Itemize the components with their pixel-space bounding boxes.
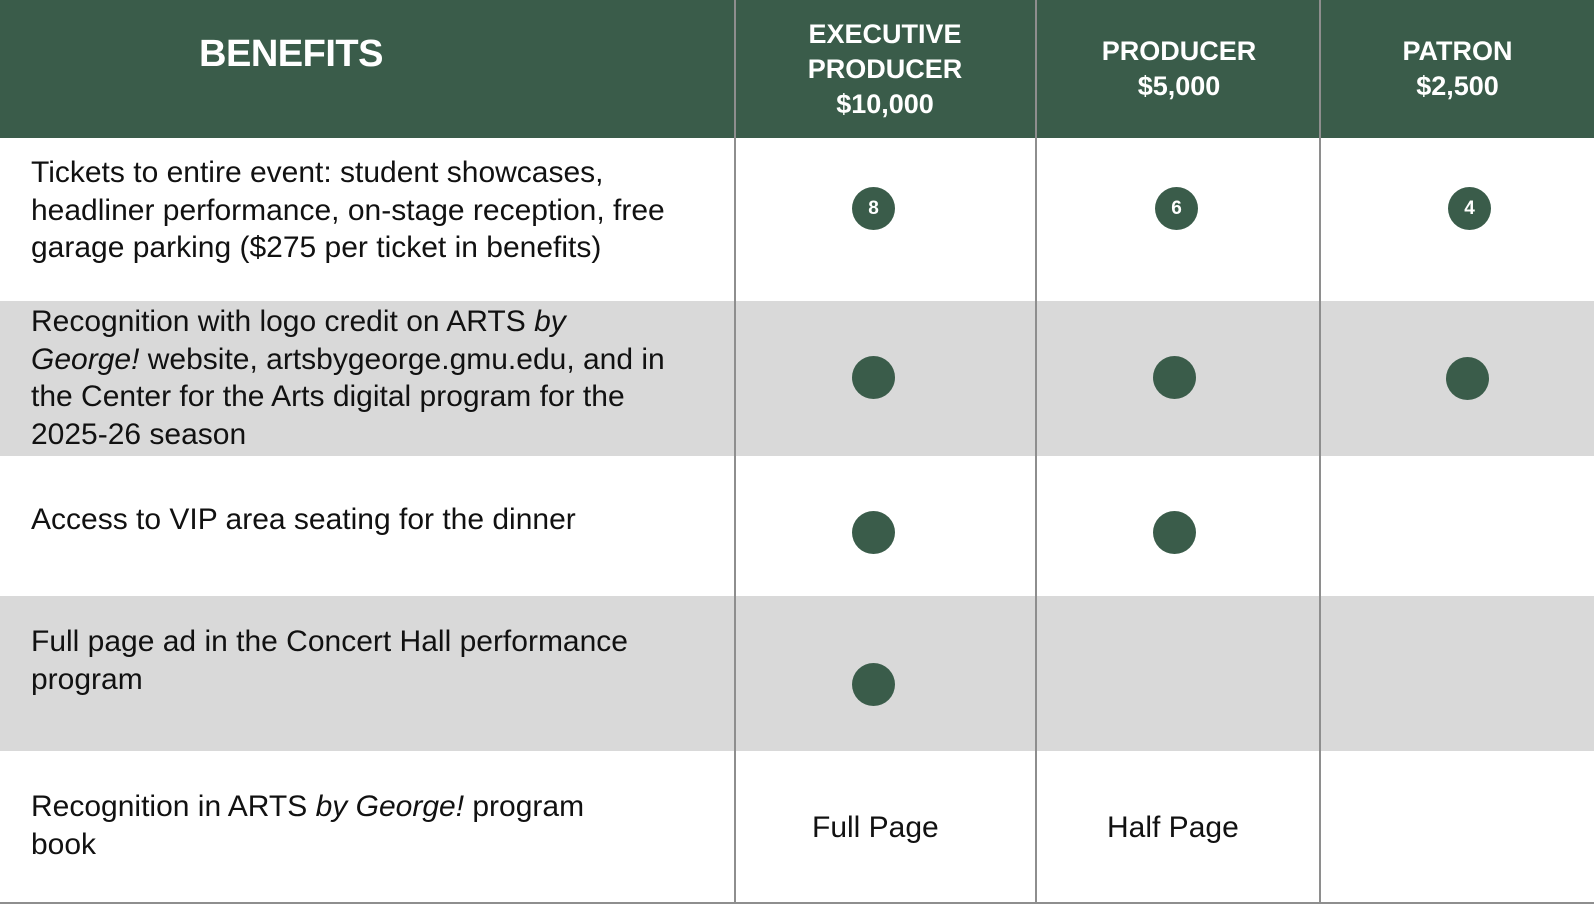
program-book-full-page: Full Page [812,811,939,844]
included-dot-icon [852,356,895,399]
level-name-line2: PRODUCER [807,53,963,84]
column-divider [1319,0,1321,904]
benefit-description: Full page ad in the Concert Hall performance program [31,625,628,696]
header-executive-producer [735,0,1035,138]
included-dot-icon [1153,511,1196,554]
level-name: PRODUCER [1101,36,1257,66]
level-name-line1: EXECUTIVE [808,18,962,49]
level-name: PATRON [1402,36,1513,66]
header-benefits: BENEFITS [199,33,383,75]
level-amount: $10,000 [836,88,934,119]
level-amount: $2,500 [1416,71,1499,101]
included-dot-icon [852,511,895,554]
included-dot-icon [1153,356,1196,399]
table-row-tickets [0,138,1594,301]
column-divider [1035,0,1037,904]
ticket-count-badge: 8 [852,187,895,230]
benefit-description: Recognition in ARTS by George! program book [31,790,585,861]
header-producer [1037,0,1321,138]
table-header [0,0,1594,138]
table-row-full-page-ad [0,596,1594,751]
included-dot-icon [1446,357,1489,400]
table-row-vip-seating [0,456,1594,596]
header-patron [1321,0,1594,138]
included-dot-icon [852,663,895,706]
table-row-program-book [0,751,1594,904]
benefit-description: Tickets to entire event: student showcases, headliner performance, on-stage reception, free garage parking ($275 per ticket in benefits) [31,156,665,264]
column-divider [734,0,736,904]
benefit-description: Recognition with logo credit on ARTS by George! website, artsbygeorge.gmu.edu, and in the Center for the Arts digital program for the 2025-26 season [31,305,665,451]
level-amount: $5,000 [1137,71,1221,101]
table-row-logo-recognition [0,301,1594,456]
ticket-count-badge: 4 [1448,187,1491,230]
ticket-count-badge: 6 [1155,187,1198,230]
benefit-description: Access to VIP area seating for the dinner [31,503,576,536]
program-book-half-page: Half Page [1107,811,1239,844]
